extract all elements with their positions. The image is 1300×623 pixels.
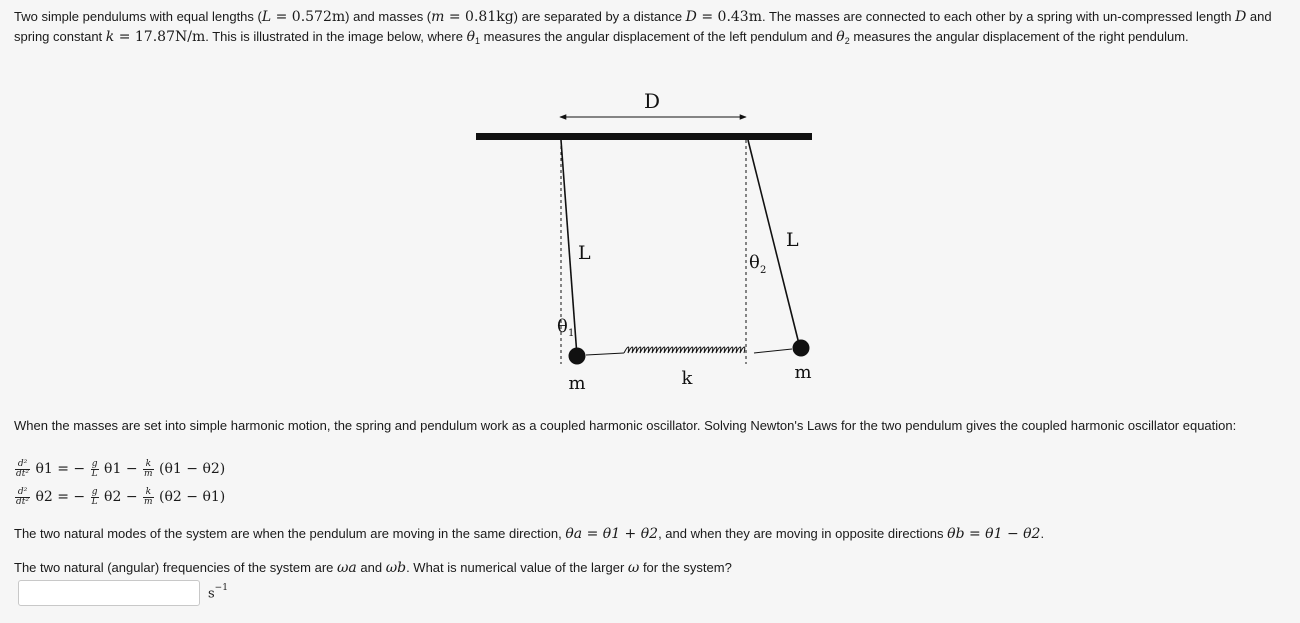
theta1-symbol: θ bbox=[466, 29, 475, 45]
equation-1-mid: θ1 − bbox=[104, 461, 138, 477]
spring bbox=[624, 347, 745, 353]
ceiling-bar bbox=[476, 133, 812, 140]
intro-text: . The masses are connected to each other by a spring with un-compressed length bbox=[761, 9, 1236, 24]
pendulum-diagram bbox=[470, 84, 830, 404]
d2-dt2-fraction: $\frac{\text{d²}}{\text{dt²}}$ bbox=[16, 458, 29, 479]
label-L-right: L bbox=[786, 229, 799, 251]
equation-1 bbox=[14, 456, 225, 482]
question-intro: Two simple pendulums with equal lengths (L = 0.572m) and masses (m = 0.81kg) are separated by a distance D = 0.43m. The masses are connected to each other by a spring with un-compressed length D and spring constant k = 17.87N/m. This is illustrated in the image below, where $\theta_1$ measures the angular displacement of the left pendulum and $\theta_2$ measures the angular displacement of the right pendulum. bbox=[14, 9, 1272, 46]
right-mass bbox=[793, 340, 810, 357]
label-m-right: m bbox=[794, 362, 812, 383]
equation-1-rhs: (θ1 − θ2) bbox=[159, 461, 226, 477]
distance-symbol: D bbox=[1235, 9, 1247, 25]
label-L-left: L bbox=[578, 242, 591, 264]
distance-value: = 0.43m bbox=[696, 9, 762, 25]
intro-text: ) are separated by a distance bbox=[513, 9, 686, 24]
label-k: k bbox=[681, 368, 693, 389]
intro-text: . This is illustrated in the image below, where bbox=[205, 29, 467, 44]
mode-b-expression: θb = θ1 − θ2 bbox=[947, 526, 1041, 542]
label-m-left: m bbox=[568, 373, 586, 394]
k-over-m-fraction: $\frac{k}{m}$ bbox=[144, 486, 153, 507]
label-D: D bbox=[643, 89, 661, 113]
intro-text: and spring constant bbox=[14, 9, 1272, 44]
d2-dt2-fraction: $\frac{\text{d²}}{\text{dt²}}$ bbox=[16, 486, 29, 507]
intro-text: measures the angular displacement of the right pendulum. bbox=[849, 29, 1189, 44]
mass-symbol: m bbox=[431, 9, 445, 25]
answer-input[interactable] bbox=[18, 580, 200, 606]
omega-b-symbol: ωb bbox=[385, 560, 407, 576]
intro-text: measures the angular displacement of the left pendulum and bbox=[480, 29, 837, 44]
length-symbol: L bbox=[261, 9, 272, 25]
distance-symbol: D bbox=[685, 9, 697, 25]
mode-a-expression: θa = θ1 + θ2 bbox=[565, 526, 659, 542]
spring-constant-symbol: k bbox=[105, 29, 115, 45]
left-mass bbox=[569, 348, 586, 365]
label-theta2: θ bbox=[749, 252, 760, 273]
omega-symbol: ω bbox=[627, 560, 640, 576]
label-theta2-sub: 2 bbox=[760, 265, 767, 276]
intro-text: Two simple pendulums with equal lengths ( bbox=[14, 9, 262, 24]
length-value: = 0.572m bbox=[271, 9, 346, 25]
equation-2-mid: θ2 − bbox=[104, 489, 138, 505]
spring-constant-value: = 17.87N/m bbox=[114, 29, 206, 45]
theta2-symbol: θ bbox=[836, 29, 845, 45]
intro-text: ) and masses ( bbox=[345, 9, 432, 24]
label-theta1-sub: 1 bbox=[568, 328, 575, 339]
spring-lead-right bbox=[754, 349, 792, 353]
answer-unit: $s^{-1}$ bbox=[208, 583, 228, 602]
equation-1-lhs: θ1 = − bbox=[35, 461, 86, 477]
spring-lead-left bbox=[586, 353, 624, 355]
g-over-L-fraction: $\frac{g}{L}$ bbox=[91, 458, 98, 479]
paragraph-coupled-oscillator: When the masses are set into simple harmonic motion, the spring and pendulum work as a coupled harmonic oscillator. Solving Newton's Laws for the two pendulum gives the coupled harmonic oscillator equation: bbox=[14, 418, 1237, 433]
g-over-L-fraction: $\frac{g}{L}$ bbox=[91, 486, 98, 507]
equation-2-rhs: (θ2 − θ1) bbox=[159, 489, 226, 505]
equation-2 bbox=[14, 484, 225, 510]
paragraph-natural-modes: The two natural modes of the system are when the pendulum are moving in the same direction, θa = θ1 + θ2, and when they are moving in opposite directions θb = θ1 − θ2. bbox=[14, 526, 1045, 542]
omega-a-symbol: ωa bbox=[337, 560, 357, 576]
paragraph-question: The two natural (angular) frequencies of the system are ωa and ωb. What is numerical value of the larger ω for the system? bbox=[14, 560, 732, 576]
mass-value: = 0.81kg bbox=[444, 9, 514, 25]
k-over-m-fraction: $\frac{k}{m}$ bbox=[144, 458, 153, 479]
equation-2-lhs: θ2 = − bbox=[35, 489, 86, 505]
label-theta1: θ bbox=[557, 316, 568, 337]
